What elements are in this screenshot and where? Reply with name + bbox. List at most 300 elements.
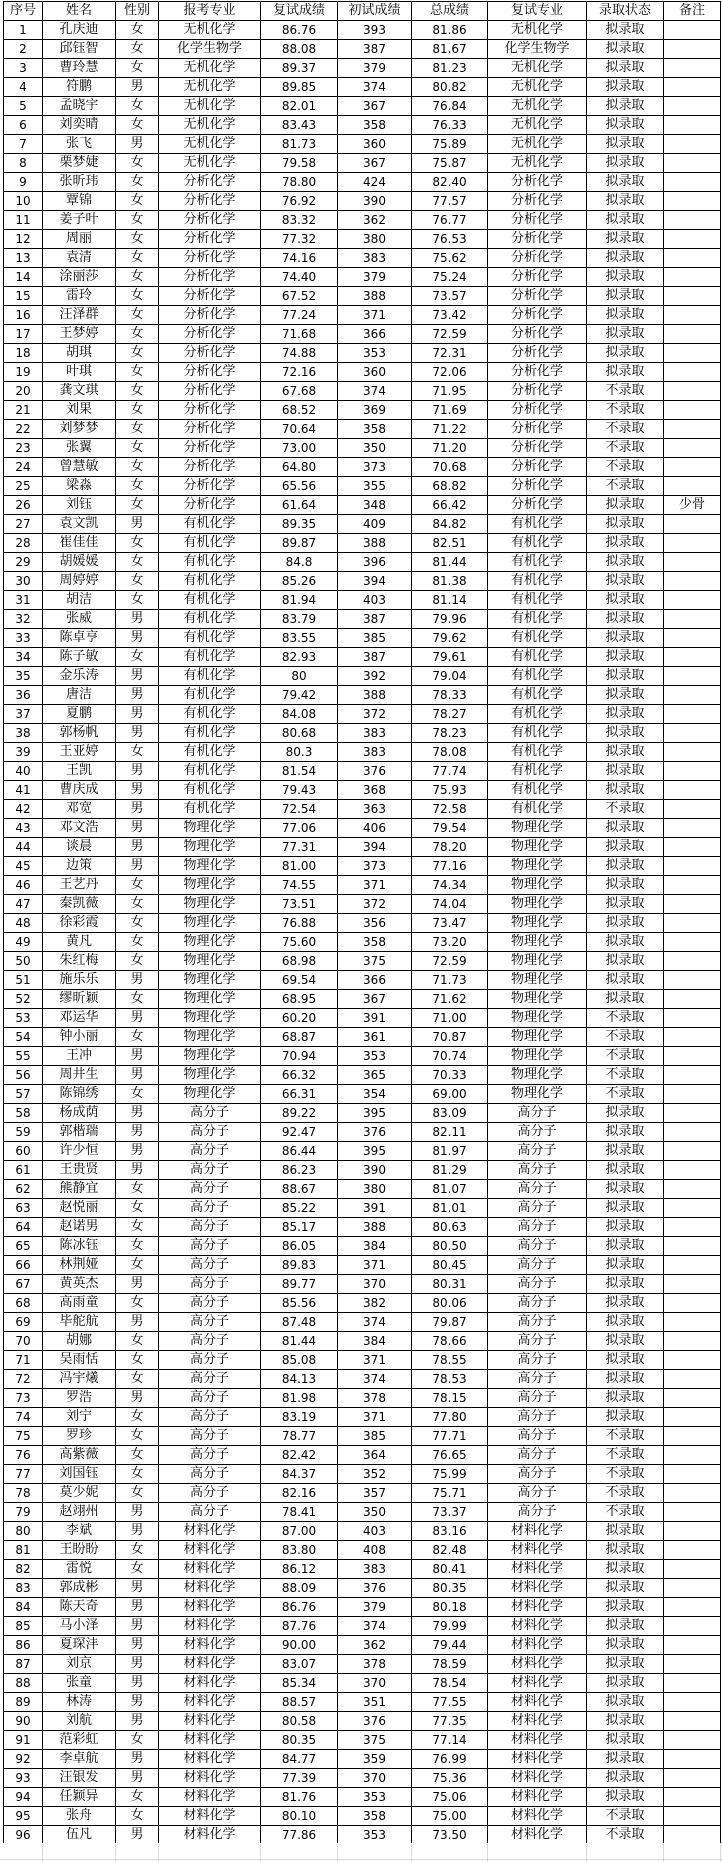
cell-index[interactable]: 32 — [4, 610, 43, 629]
cell-name[interactable]: 王亚婷 — [43, 743, 116, 762]
cell-initial-score[interactable]: 390 — [338, 192, 412, 211]
cell-remark[interactable] — [664, 1161, 721, 1180]
cell-retest-major[interactable]: 高分子 — [488, 1408, 587, 1427]
cell-index[interactable]: 27 — [4, 515, 43, 534]
cell-index[interactable]: 33 — [4, 629, 43, 648]
cell-admission-status[interactable]: 不录取 — [587, 1047, 664, 1066]
cell-retest-major[interactable]: 无机化学 — [488, 59, 587, 78]
cell-retest-score[interactable]: 90.00 — [261, 1636, 338, 1655]
cell-retest-score[interactable]: 77.32 — [261, 230, 338, 249]
cell-applied-major[interactable]: 有机化学 — [159, 610, 261, 629]
cell-name[interactable]: 邓宽 — [43, 800, 116, 819]
cell-initial-score[interactable]: 354 — [338, 1085, 412, 1104]
cell-gender[interactable]: 男 — [116, 1522, 159, 1541]
cell-name[interactable]: 朱红梅 — [43, 952, 116, 971]
cell-retest-score[interactable]: 80.10 — [261, 1807, 338, 1826]
cell-retest-score[interactable]: 72.16 — [261, 363, 338, 382]
cell-total-score[interactable]: 80.50 — [412, 1237, 488, 1256]
cell-remark[interactable] — [664, 534, 721, 553]
cell-applied-major[interactable]: 有机化学 — [159, 705, 261, 724]
cell-applied-major[interactable]: 分析化学 — [159, 192, 261, 211]
cell-admission-status[interactable]: 拟录取 — [587, 705, 664, 724]
cell-index[interactable]: 15 — [4, 287, 43, 306]
cell-retest-major[interactable]: 有机化学 — [488, 800, 587, 819]
cell-admission-status[interactable]: 拟录取 — [587, 1674, 664, 1693]
cell-index[interactable]: 2 — [4, 40, 43, 59]
cell-initial-score[interactable]: 374 — [338, 1313, 412, 1332]
cell-remark[interactable] — [664, 344, 721, 363]
cell-index[interactable]: 3 — [4, 59, 43, 78]
cell-retest-major[interactable]: 高分子 — [488, 1218, 587, 1237]
cell-retest-score[interactable]: 78.41 — [261, 1503, 338, 1522]
cell-total-score[interactable]: 75.99 — [412, 1465, 488, 1484]
cell-retest-major[interactable]: 物理化学 — [488, 990, 587, 1009]
cell-admission-status[interactable]: 不录取 — [587, 1085, 664, 1104]
cell-index[interactable]: 76 — [4, 1446, 43, 1465]
cell-retest-score[interactable]: 83.32 — [261, 211, 338, 230]
cell-applied-major[interactable]: 分析化学 — [159, 477, 261, 496]
cell-index[interactable]: 75 — [4, 1427, 43, 1446]
cell-admission-status[interactable]: 拟录取 — [587, 1617, 664, 1636]
cell-gender[interactable]: 男 — [116, 1047, 159, 1066]
cell-initial-score[interactable]: 360 — [338, 363, 412, 382]
cell-retest-score[interactable]: 72.54 — [261, 800, 338, 819]
cell-remark[interactable] — [664, 211, 721, 230]
cell-applied-major[interactable]: 分析化学 — [159, 268, 261, 287]
cell-applied-major[interactable]: 物理化学 — [159, 876, 261, 895]
cell-admission-status[interactable]: 拟录取 — [587, 572, 664, 591]
cell-initial-score[interactable]: 376 — [338, 1123, 412, 1142]
cell-index[interactable]: 6 — [4, 116, 43, 135]
cell-name[interactable]: 林涛 — [43, 1693, 116, 1712]
cell-retest-score[interactable]: 83.07 — [261, 1655, 338, 1674]
cell-name[interactable]: 王贵贤 — [43, 1161, 116, 1180]
cell-index[interactable]: 57 — [4, 1085, 43, 1104]
cell-applied-major[interactable]: 高分子 — [159, 1465, 261, 1484]
cell-admission-status[interactable]: 拟录取 — [587, 344, 664, 363]
cell-remark[interactable] — [664, 1750, 721, 1769]
cell-name[interactable]: 张飞 — [43, 135, 116, 154]
cell-initial-score[interactable]: 367 — [338, 990, 412, 1009]
cell-total-score[interactable]: 75.62 — [412, 249, 488, 268]
cell-index[interactable]: 37 — [4, 705, 43, 724]
cell-gender[interactable]: 女 — [116, 1408, 159, 1427]
cell-total-score[interactable]: 68.82 — [412, 477, 488, 496]
cell-retest-major[interactable]: 无机化学 — [488, 135, 587, 154]
cell-admission-status[interactable]: 拟录取 — [587, 154, 664, 173]
cell-retest-major[interactable]: 分析化学 — [488, 496, 587, 515]
cell-gender[interactable]: 女 — [116, 287, 159, 306]
cell-retest-major[interactable]: 分析化学 — [488, 306, 587, 325]
cell-total-score[interactable]: 70.68 — [412, 458, 488, 477]
cell-retest-score[interactable]: 85.17 — [261, 1218, 338, 1237]
cell-admission-status[interactable]: 拟录取 — [587, 1294, 664, 1313]
cell-retest-score[interactable]: 80.58 — [261, 1712, 338, 1731]
cell-initial-score[interactable]: 362 — [338, 1636, 412, 1655]
cell-name[interactable]: 邱钰智 — [43, 40, 116, 59]
cell-retest-major[interactable]: 物理化学 — [488, 895, 587, 914]
cell-retest-major[interactable]: 物理化学 — [488, 952, 587, 971]
cell-gender[interactable]: 男 — [116, 667, 159, 686]
cell-admission-status[interactable]: 拟录取 — [587, 1218, 664, 1237]
cell-retest-major[interactable]: 无机化学 — [488, 78, 587, 97]
cell-initial-score[interactable]: 366 — [338, 325, 412, 344]
cell-remark[interactable] — [664, 1332, 721, 1351]
cell-retest-score[interactable]: 86.44 — [261, 1142, 338, 1161]
cell-initial-score[interactable]: 385 — [338, 629, 412, 648]
cell-name[interactable]: 符鹏 — [43, 78, 116, 97]
cell-applied-major[interactable]: 分析化学 — [159, 458, 261, 477]
cell-total-score[interactable]: 80.31 — [412, 1275, 488, 1294]
cell-name[interactable]: 王艺丹 — [43, 876, 116, 895]
cell-name[interactable]: 高雨童 — [43, 1294, 116, 1313]
cell-gender[interactable]: 女 — [116, 914, 159, 933]
cell-initial-score[interactable]: 406 — [338, 819, 412, 838]
cell-remark[interactable] — [664, 629, 721, 648]
cell-retest-major[interactable]: 有机化学 — [488, 724, 587, 743]
cell-gender[interactable]: 女 — [116, 1484, 159, 1503]
cell-retest-score[interactable]: 71.68 — [261, 325, 338, 344]
cell-remark[interactable] — [664, 1617, 721, 1636]
cell-index[interactable]: 51 — [4, 971, 43, 990]
cell-retest-score[interactable]: 69.54 — [261, 971, 338, 990]
cell-initial-score[interactable]: 380 — [338, 230, 412, 249]
cell-initial-score[interactable]: 394 — [338, 572, 412, 591]
cell-name[interactable]: 陈卓亨 — [43, 629, 116, 648]
cell-applied-major[interactable]: 无机化学 — [159, 97, 261, 116]
cell-name[interactable]: 刘国钰 — [43, 1465, 116, 1484]
cell-remark[interactable] — [664, 1636, 721, 1655]
cell-index[interactable]: 12 — [4, 230, 43, 249]
cell-total-score[interactable]: 79.87 — [412, 1313, 488, 1332]
cell-remark[interactable] — [664, 116, 721, 135]
cell-admission-status[interactable]: 拟录取 — [587, 135, 664, 154]
cell-admission-status[interactable]: 拟录取 — [587, 534, 664, 553]
cell-retest-major[interactable]: 材料化学 — [488, 1788, 587, 1807]
cell-applied-major[interactable]: 物理化学 — [159, 819, 261, 838]
cell-applied-major[interactable]: 有机化学 — [159, 629, 261, 648]
cell-total-score[interactable]: 76.65 — [412, 1446, 488, 1465]
cell-retest-major[interactable]: 物理化学 — [488, 1066, 587, 1085]
cell-total-score[interactable]: 73.47 — [412, 914, 488, 933]
cell-total-score[interactable]: 84.82 — [412, 515, 488, 534]
cell-index[interactable]: 38 — [4, 724, 43, 743]
cell-total-score[interactable]: 79.62 — [412, 629, 488, 648]
cell-gender[interactable]: 女 — [116, 173, 159, 192]
cell-retest-score[interactable]: 68.95 — [261, 990, 338, 1009]
cell-index[interactable]: 89 — [4, 1693, 43, 1712]
cell-admission-status[interactable]: 拟录取 — [587, 1161, 664, 1180]
cell-retest-major[interactable]: 高分子 — [488, 1104, 587, 1123]
cell-name[interactable]: 李斌 — [43, 1522, 116, 1541]
cell-initial-score[interactable]: 394 — [338, 838, 412, 857]
cell-total-score[interactable]: 78.20 — [412, 838, 488, 857]
cell-index[interactable]: 54 — [4, 1028, 43, 1047]
cell-index[interactable]: 87 — [4, 1655, 43, 1674]
cell-name[interactable]: 袁清 — [43, 249, 116, 268]
cell-admission-status[interactable]: 拟录取 — [587, 667, 664, 686]
cell-initial-score[interactable]: 395 — [338, 1104, 412, 1123]
cell-remark[interactable] — [664, 78, 721, 97]
cell-applied-major[interactable]: 分析化学 — [159, 363, 261, 382]
cell-remark[interactable] — [664, 135, 721, 154]
cell-applied-major[interactable]: 高分子 — [159, 1237, 261, 1256]
cell-initial-score[interactable]: 362 — [338, 211, 412, 230]
cell-retest-score[interactable]: 67.68 — [261, 382, 338, 401]
cell-initial-score[interactable]: 358 — [338, 933, 412, 952]
cell-name[interactable]: 王凯 — [43, 762, 116, 781]
cell-retest-score[interactable]: 83.79 — [261, 610, 338, 629]
cell-initial-score[interactable]: 396 — [338, 553, 412, 572]
cell-remark[interactable] — [664, 952, 721, 971]
cell-remark[interactable] — [664, 914, 721, 933]
cell-initial-score[interactable]: 392 — [338, 667, 412, 686]
cell-name[interactable]: 黄凡 — [43, 933, 116, 952]
cell-gender[interactable]: 女 — [116, 1028, 159, 1047]
cell-retest-major[interactable]: 高分子 — [488, 1313, 587, 1332]
cell-initial-score[interactable]: 356 — [338, 914, 412, 933]
cell-index[interactable]: 78 — [4, 1484, 43, 1503]
cell-remark[interactable] — [664, 363, 721, 382]
cell-retest-score[interactable]: 68.98 — [261, 952, 338, 971]
cell-index[interactable]: 13 — [4, 249, 43, 268]
cell-initial-score[interactable]: 370 — [338, 1769, 412, 1788]
cell-name[interactable]: 邓运华 — [43, 1009, 116, 1028]
cell-gender[interactable]: 男 — [116, 1161, 159, 1180]
cell-name[interactable]: 胡娜 — [43, 1332, 116, 1351]
cell-name[interactable]: 胡洁 — [43, 591, 116, 610]
cell-retest-major[interactable]: 高分子 — [488, 1427, 587, 1446]
cell-retest-score[interactable]: 80.35 — [261, 1731, 338, 1750]
cell-total-score[interactable]: 77.35 — [412, 1712, 488, 1731]
cell-remark[interactable] — [664, 572, 721, 591]
cell-retest-major[interactable]: 高分子 — [488, 1389, 587, 1408]
cell-retest-major[interactable]: 材料化学 — [488, 1769, 587, 1788]
cell-retest-major[interactable]: 物理化学 — [488, 1009, 587, 1028]
cell-initial-score[interactable]: 358 — [338, 420, 412, 439]
cell-retest-score[interactable]: 89.83 — [261, 1256, 338, 1275]
cell-total-score[interactable]: 78.54 — [412, 1674, 488, 1693]
cell-admission-status[interactable]: 拟录取 — [587, 1351, 664, 1370]
cell-retest-major[interactable]: 高分子 — [488, 1180, 587, 1199]
cell-initial-score[interactable]: 359 — [338, 1750, 412, 1769]
cell-retest-score[interactable]: 87.76 — [261, 1617, 338, 1636]
cell-gender[interactable]: 女 — [116, 534, 159, 553]
cell-index[interactable]: 73 — [4, 1389, 43, 1408]
cell-total-score[interactable]: 81.38 — [412, 572, 488, 591]
cell-remark[interactable] — [664, 268, 721, 287]
cell-retest-score[interactable]: 83.19 — [261, 1408, 338, 1427]
cell-admission-status[interactable]: 拟录取 — [587, 971, 664, 990]
cell-retest-major[interactable]: 分析化学 — [488, 458, 587, 477]
cell-total-score[interactable]: 72.58 — [412, 800, 488, 819]
cell-total-score[interactable]: 79.61 — [412, 648, 488, 667]
cell-retest-major[interactable]: 材料化学 — [488, 1712, 587, 1731]
cell-admission-status[interactable]: 拟录取 — [587, 781, 664, 800]
cell-admission-status[interactable]: 拟录取 — [587, 1237, 664, 1256]
cell-index[interactable]: 46 — [4, 876, 43, 895]
cell-index[interactable]: 79 — [4, 1503, 43, 1522]
cell-initial-score[interactable]: 388 — [338, 1218, 412, 1237]
cell-gender[interactable]: 女 — [116, 1199, 159, 1218]
cell-name[interactable]: 汪泽群 — [43, 306, 116, 325]
cell-retest-major[interactable]: 材料化学 — [488, 1617, 587, 1636]
cell-name[interactable]: 叶琪 — [43, 363, 116, 382]
cell-retest-score[interactable]: 89.77 — [261, 1275, 338, 1294]
cell-index[interactable]: 21 — [4, 401, 43, 420]
cell-remark[interactable] — [664, 230, 721, 249]
cell-retest-score[interactable]: 89.87 — [261, 534, 338, 553]
cell-remark[interactable] — [664, 382, 721, 401]
cell-applied-major[interactable]: 分析化学 — [159, 382, 261, 401]
cell-index[interactable]: 84 — [4, 1598, 43, 1617]
cell-retest-score[interactable]: 77.86 — [261, 1826, 338, 1845]
cell-name[interactable]: 周丽 — [43, 230, 116, 249]
cell-initial-score[interactable]: 373 — [338, 458, 412, 477]
cell-initial-score[interactable]: 358 — [338, 116, 412, 135]
cell-retest-score[interactable]: 78.80 — [261, 173, 338, 192]
cell-applied-major[interactable]: 材料化学 — [159, 1522, 261, 1541]
cell-gender[interactable]: 女 — [116, 1370, 159, 1389]
cell-retest-score[interactable]: 70.64 — [261, 420, 338, 439]
cell-admission-status[interactable]: 拟录取 — [587, 1199, 664, 1218]
cell-name[interactable]: 张昕玮 — [43, 173, 116, 192]
cell-total-score[interactable]: 78.08 — [412, 743, 488, 762]
cell-admission-status[interactable]: 拟录取 — [587, 933, 664, 952]
cell-retest-major[interactable]: 有机化学 — [488, 781, 587, 800]
cell-name[interactable]: 徐彩霞 — [43, 914, 116, 933]
cell-name[interactable]: 赵悦丽 — [43, 1199, 116, 1218]
cell-retest-major[interactable]: 材料化学 — [488, 1693, 587, 1712]
cell-name[interactable]: 汪银发 — [43, 1769, 116, 1788]
cell-name[interactable]: 王梦婷 — [43, 325, 116, 344]
cell-initial-score[interactable]: 385 — [338, 1427, 412, 1446]
cell-remark[interactable] — [664, 515, 721, 534]
cell-gender[interactable]: 男 — [116, 1712, 159, 1731]
cell-retest-score[interactable]: 77.06 — [261, 819, 338, 838]
cell-initial-score[interactable]: 350 — [338, 1503, 412, 1522]
cell-name[interactable]: 张翼 — [43, 439, 116, 458]
cell-applied-major[interactable]: 材料化学 — [159, 1750, 261, 1769]
cell-initial-score[interactable]: 370 — [338, 1275, 412, 1294]
cell-retest-score[interactable]: 88.57 — [261, 1693, 338, 1712]
cell-name[interactable]: 范彩虹 — [43, 1731, 116, 1750]
cell-gender[interactable]: 男 — [116, 1693, 159, 1712]
cell-admission-status[interactable]: 拟录取 — [587, 1123, 664, 1142]
cell-total-score[interactable]: 70.74 — [412, 1047, 488, 1066]
cell-gender[interactable]: 女 — [116, 116, 159, 135]
cell-applied-major[interactable]: 无机化学 — [159, 154, 261, 173]
cell-index[interactable]: 56 — [4, 1066, 43, 1085]
empty-grid-row[interactable] — [0, 1843, 723, 1862]
cell-total-score[interactable]: 75.89 — [412, 135, 488, 154]
cell-remark[interactable] — [664, 1788, 721, 1807]
cell-initial-score[interactable]: 371 — [338, 1408, 412, 1427]
cell-remark[interactable] — [664, 192, 721, 211]
cell-remark[interactable] — [664, 1484, 721, 1503]
cell-admission-status[interactable]: 拟录取 — [587, 1522, 664, 1541]
cell-retest-score[interactable]: 81.00 — [261, 857, 338, 876]
cell-retest-score[interactable]: 85.26 — [261, 572, 338, 591]
cell-total-score[interactable]: 74.04 — [412, 895, 488, 914]
cell-retest-major[interactable]: 分析化学 — [488, 249, 587, 268]
cell-applied-major[interactable]: 高分子 — [159, 1389, 261, 1408]
cell-gender[interactable]: 女 — [116, 1465, 159, 1484]
cell-applied-major[interactable]: 材料化学 — [159, 1617, 261, 1636]
header-cell-total-score[interactable]: 总成绩 — [412, 2, 488, 21]
cell-retest-major[interactable]: 有机化学 — [488, 534, 587, 553]
cell-admission-status[interactable]: 不录取 — [587, 1826, 664, 1845]
cell-admission-status[interactable]: 拟录取 — [587, 1769, 664, 1788]
cell-retest-score[interactable]: 60.20 — [261, 1009, 338, 1028]
cell-gender[interactable]: 女 — [116, 249, 159, 268]
cell-gender[interactable]: 男 — [116, 1826, 159, 1845]
cell-retest-major[interactable]: 材料化学 — [488, 1522, 587, 1541]
cell-retest-major[interactable]: 分析化学 — [488, 173, 587, 192]
cell-total-score[interactable]: 75.87 — [412, 154, 488, 173]
cell-gender[interactable]: 女 — [116, 1180, 159, 1199]
cell-gender[interactable]: 男 — [116, 1123, 159, 1142]
cell-retest-score[interactable]: 85.34 — [261, 1674, 338, 1693]
cell-gender[interactable]: 女 — [116, 1541, 159, 1560]
cell-name[interactable]: 林荆娅 — [43, 1256, 116, 1275]
cell-name[interactable]: 雷悦 — [43, 1560, 116, 1579]
cell-applied-major[interactable]: 物理化学 — [159, 1066, 261, 1085]
cell-retest-major[interactable]: 有机化学 — [488, 591, 587, 610]
cell-admission-status[interactable]: 拟录取 — [587, 819, 664, 838]
cell-name[interactable]: 唐洁 — [43, 686, 116, 705]
cell-admission-status[interactable]: 拟录取 — [587, 1389, 664, 1408]
cell-retest-major[interactable]: 有机化学 — [488, 705, 587, 724]
cell-name[interactable]: 刘奕晴 — [43, 116, 116, 135]
cell-applied-major[interactable]: 材料化学 — [159, 1788, 261, 1807]
cell-remark[interactable] — [664, 1180, 721, 1199]
cell-index[interactable]: 58 — [4, 1104, 43, 1123]
cell-total-score[interactable]: 76.99 — [412, 1750, 488, 1769]
cell-name[interactable]: 马小泽 — [43, 1617, 116, 1636]
cell-initial-score[interactable]: 383 — [338, 249, 412, 268]
cell-retest-score[interactable]: 84.08 — [261, 705, 338, 724]
cell-retest-major[interactable]: 有机化学 — [488, 553, 587, 572]
cell-retest-score[interactable]: 76.92 — [261, 192, 338, 211]
cell-retest-major[interactable]: 有机化学 — [488, 743, 587, 762]
cell-total-score[interactable]: 73.42 — [412, 306, 488, 325]
cell-admission-status[interactable]: 不录取 — [587, 458, 664, 477]
cell-gender[interactable]: 男 — [116, 515, 159, 534]
cell-total-score[interactable]: 71.00 — [412, 1009, 488, 1028]
cell-remark[interactable] — [664, 325, 721, 344]
cell-name[interactable]: 刘京 — [43, 1655, 116, 1674]
cell-initial-score[interactable]: 384 — [338, 1332, 412, 1351]
cell-name[interactable]: 陈锦绣 — [43, 1085, 116, 1104]
cell-remark[interactable] — [664, 401, 721, 420]
cell-index[interactable]: 52 — [4, 990, 43, 1009]
cell-name[interactable]: 罗浩 — [43, 1389, 116, 1408]
cell-retest-major[interactable]: 有机化学 — [488, 629, 587, 648]
cell-remark[interactable] — [664, 1769, 721, 1788]
cell-retest-major[interactable]: 有机化学 — [488, 515, 587, 534]
cell-retest-major[interactable]: 无机化学 — [488, 116, 587, 135]
cell-total-score[interactable]: 79.96 — [412, 610, 488, 629]
cell-initial-score[interactable]: 365 — [338, 1066, 412, 1085]
cell-total-score[interactable]: 78.15 — [412, 1389, 488, 1408]
cell-name[interactable]: 陈冰钰 — [43, 1237, 116, 1256]
cell-gender[interactable]: 男 — [116, 1617, 159, 1636]
cell-name[interactable]: 金乐涛 — [43, 667, 116, 686]
cell-index[interactable]: 43 — [4, 819, 43, 838]
cell-gender[interactable]: 女 — [116, 40, 159, 59]
cell-retest-major[interactable]: 材料化学 — [488, 1731, 587, 1750]
